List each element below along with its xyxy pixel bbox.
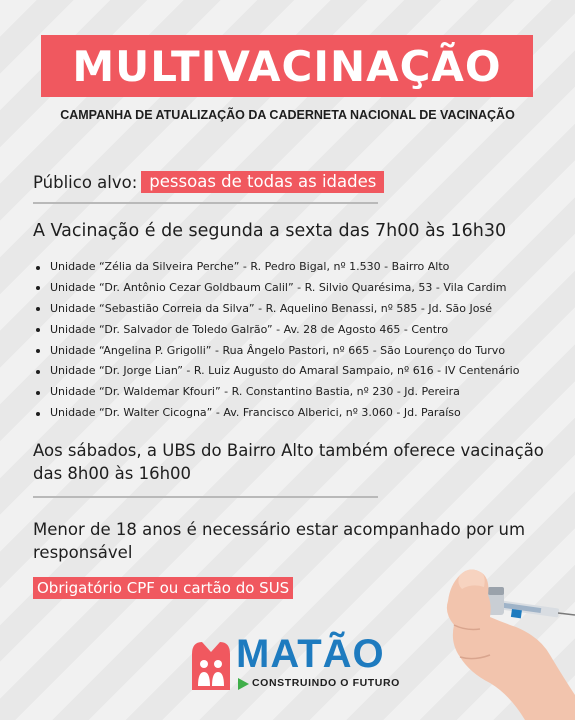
unit-text: Unidade “Sebastião Correia da Silva” - R. Aquelino Benassi, nº 585 - Jd. São José [50,301,492,315]
target-audience [33,171,384,193]
list-item [30,361,519,382]
bullet-icon [36,370,40,374]
schedule-weekdays: A Vacinação é de segunda a sexta das 7h00 às 16h30 [33,221,507,241]
minor-notice: Menor de 18 anos é necessário estar acompanhado por um responsável [33,520,526,562]
divider [33,496,378,498]
list-item [30,403,519,424]
campaign-subtitle: CAMPANHA DE ATUALIZAÇÃO DA CADERNETA NACIONAL DE VACINAÇÃO [60,108,515,122]
list-item [30,278,519,299]
target-audience-label: Público alvo: [33,172,138,192]
title-banner [41,35,533,97]
list-item [30,299,519,320]
list-item [30,341,519,362]
saturday-schedule: Aos sábados, a UBS do Bairro Alto também oferece vacinação das 8h00 às 16h00 [33,441,544,483]
bullet-icon [36,286,40,290]
unit-text: Unidade “Dr. Jorge Lian” - R. Luiz Augusto do Amaral Sampaio, nº 616 - IV Centenário [50,364,520,378]
bullet-icon [36,266,40,270]
list-item [30,382,519,403]
page-title: MULTIVACINAÇÃO [72,41,502,91]
cpf-requirement: Obrigatório CPF ou cartão do SUS [33,577,293,599]
bullet-icon [36,349,40,353]
logo-slogan: CONSTRUINDO O FUTURO [252,677,400,689]
play-icon [238,678,249,690]
divider [33,202,378,204]
list-item [30,320,519,341]
list-item [30,257,519,278]
unit-text: Unidade “Dr. Waldemar Kfouri” - R. Constantino Bastia, nº 230 - Jd. Pereira [50,385,460,399]
unit-text: Unidade “Zélia da Silveira Perche” - R. Pedro Bigal, nº 1.530 - Bairro Alto [50,260,450,273]
unit-list [30,257,519,424]
unit-text: Unidade “Dr. Antônio Cezar Goldbaum Calil” - R. Silvio Quarésima, 53 - Vila Cardim [50,280,507,294]
bullet-icon [36,412,40,416]
logo-name: MATÃO [236,632,385,676]
bullet-icon [36,307,40,311]
bullet-icon [36,391,40,395]
matao-logo-icon [188,634,234,692]
unit-text: Unidade “Angelina P. Grigolli” - Rua Ângelo Pastori, nº 665 - São Lourenço do Turvo [50,343,506,357]
unit-text: Unidade “Dr. Walter Cicogna” - Av. Francisco Alberici, nº 3.060 - Jd. Paraíso [50,406,461,420]
hand-syringe-illustration [430,565,575,720]
matao-logo [188,632,400,694]
unit-text: Unidade “Dr. Salvador de Toledo Galrão” - Av. 28 de Agosto 465 - Centro [50,322,449,336]
bullet-icon [36,328,40,332]
target-audience-value: pessoas de todas as idades [141,171,384,193]
